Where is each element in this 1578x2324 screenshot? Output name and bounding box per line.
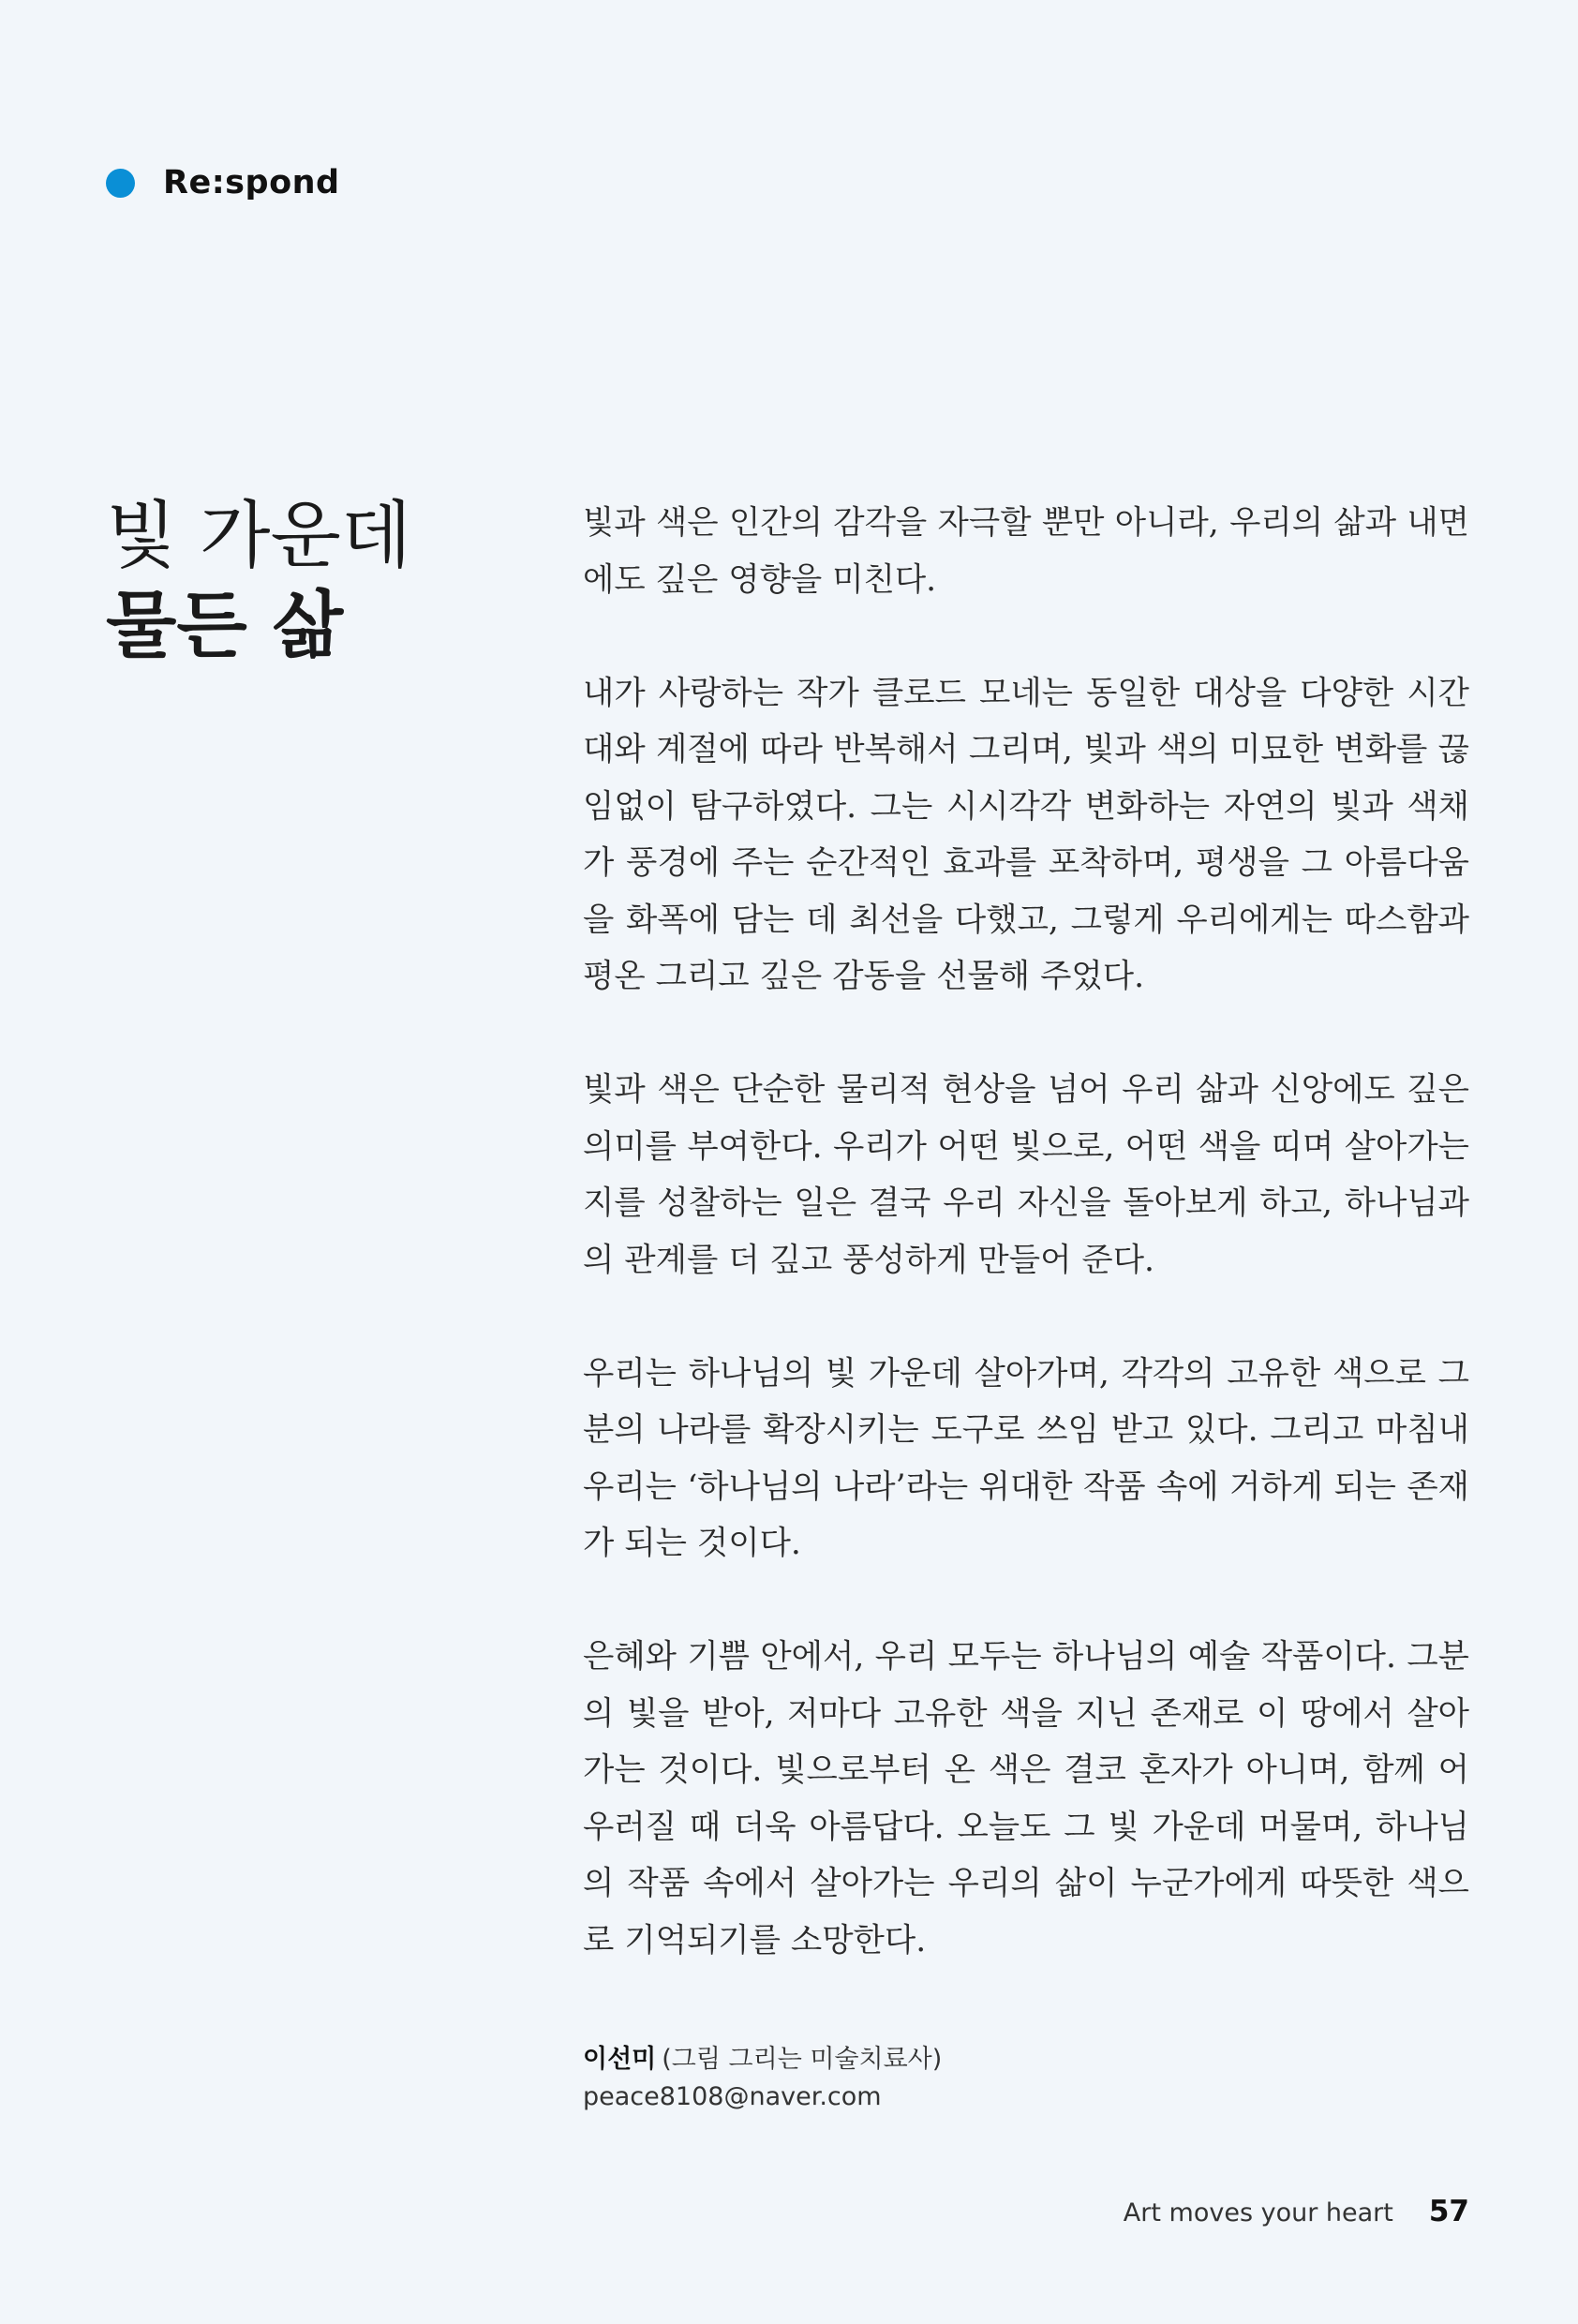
author-info <box>583 2041 942 2116</box>
paragraph-1: 빛과 색은 인간의 감각을 자극할 뿐만 아니라, 우리의 삶과 내면에도 깊은 영향을 미친다. <box>583 504 1469 599</box>
section-dot-icon <box>106 169 135 198</box>
author-name: 이선미 <box>583 2045 657 2074</box>
page-number: 57 <box>1428 2195 1469 2228</box>
author-email[interactable]: peace8108@naver.com <box>583 2082 882 2111</box>
paragraph-2: 내가 사랑하는 작가 클로드 모네는 동일한 대상을 다양한 시간대와 계절에 따라 반복해서 그리며, 빛과 색의 미묘한 변화를 끊임없이 탐구하였다. 그는 시시각각 변화하는 자연의 빛과 색채가 풍경에 주는 순간적인 효과를 포착하며, 평생을 그 아름다움을 화폭에 담는 데 최선을 다했고, 그렇게 우리에게는 따스함과 평온 그리고 깊은 감동을 선물해 주었다. <box>583 674 1469 995</box>
section-label: Re:spond <box>163 164 340 201</box>
title-line-2: 물든 삶 <box>106 583 344 668</box>
article-title <box>106 492 411 671</box>
footer-tagline: Art moves your heart <box>1123 2198 1393 2227</box>
section-tag <box>106 159 340 206</box>
page-footer <box>1124 2195 1469 2228</box>
article-body <box>583 495 1469 2026</box>
paragraph-5: 은혜와 기쁨 안에서, 우리 모두는 하나님의 예술 작품이다. 그분의 빛을 받아, 저마다 고유한 색을 지닌 존재로 이 땅에서 살아가는 것이다. 빛으로부터 온 색은 결코 혼자가 아니며, 함께 어우러질 때 더욱 아름답다. 오늘도 그 빛 가운데 머물며, 하나님의 작품 속에서 살아가는 우리의 삶이 누군가에게 따뜻한 색으로 기억되기를 소망한다. <box>583 1638 1469 1959</box>
author-role: (그림 그리는 미술치료사) <box>662 2045 943 2074</box>
title-line-1: 빛 가운데 <box>106 494 412 578</box>
paragraph-4: 우리는 하나님의 빛 가운데 살아가며, 각각의 고유한 색으로 그분의 나라를 확장시키는 도구로 쓰임 받고 있다. 그리고 마침내 우리는 ‘하나님의 나라’라는 위대한 작품 속에 거하게 되는 존재가 되는 것이다. <box>583 1354 1469 1562</box>
paragraph-3: 빛과 색은 단순한 물리적 현상을 넘어 우리 삶과 신앙에도 깊은 의미를 부여한다. 우리가 어떤 빛으로, 어떤 색을 띠며 살아가는지를 성찰하는 일은 결국 우리 자신을 돌아보게 하고, 하나님과의 관계를 더 깊고 풍성하게 만들어 준다. <box>583 1071 1469 1279</box>
author-line <box>583 2041 942 2078</box>
